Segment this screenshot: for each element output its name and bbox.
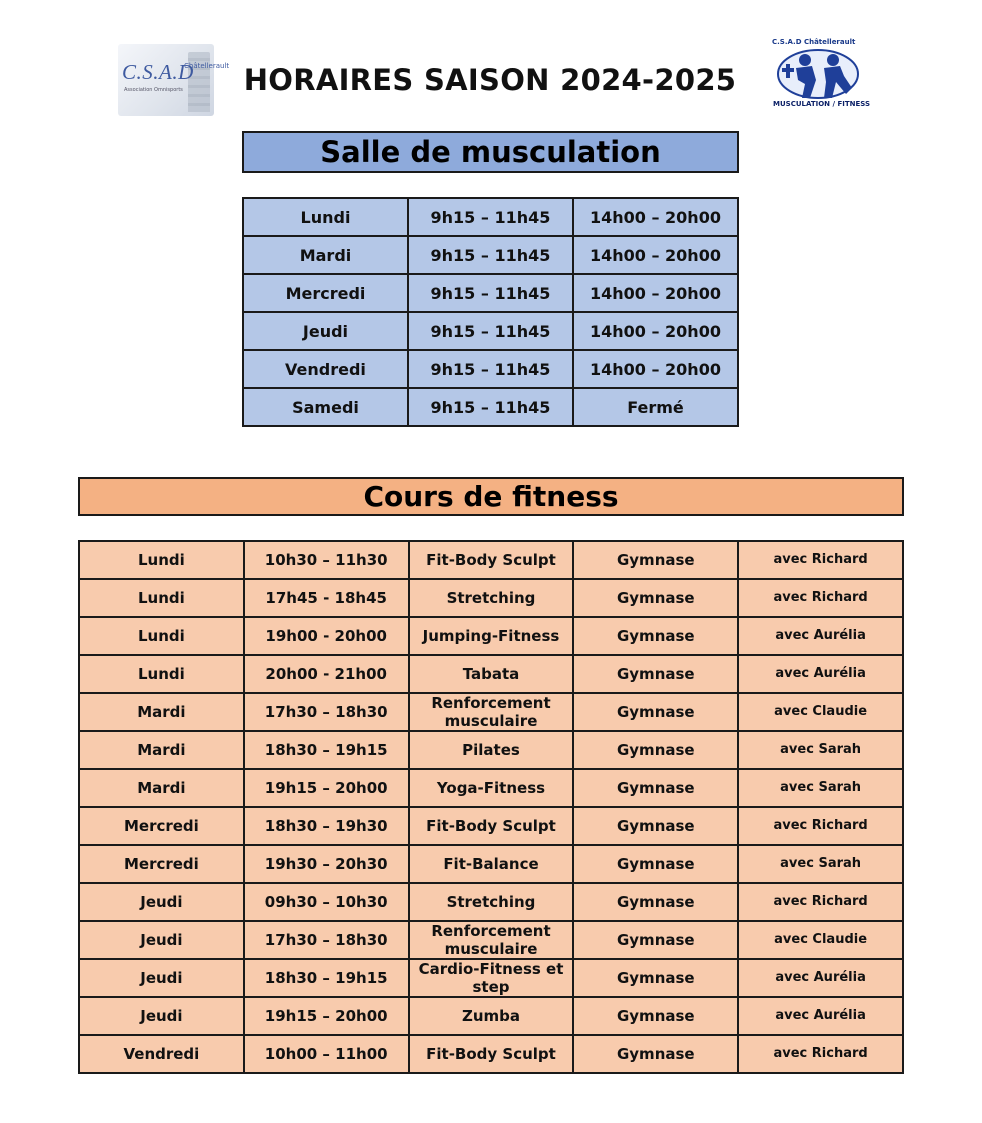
- table-row: [79, 655, 903, 693]
- place-cell: Gymnase: [573, 693, 738, 731]
- table-row: [79, 617, 903, 655]
- time-cell: 19h15 – 20h00: [244, 769, 409, 807]
- morning-hours-cell: 9h15 – 11h45: [408, 198, 573, 236]
- day-cell: Jeudi: [79, 883, 244, 921]
- place-cell: Gymnase: [573, 541, 738, 579]
- day-cell: Samedi: [243, 388, 408, 426]
- trainer-cell: avec Sarah: [738, 845, 903, 883]
- time-cell: 17h30 – 18h30: [244, 693, 409, 731]
- morning-hours-cell: 9h15 – 11h45: [408, 388, 573, 426]
- trainer-cell: avec Aurélia: [738, 617, 903, 655]
- place-cell: Gymnase: [573, 769, 738, 807]
- trainer-cell: avec Aurélia: [738, 959, 903, 997]
- time-cell: 19h30 – 20h30: [244, 845, 409, 883]
- day-cell: Jeudi: [79, 997, 244, 1035]
- table-row: [243, 312, 738, 350]
- table-row: [79, 541, 903, 579]
- trainer-cell: avec Richard: [738, 541, 903, 579]
- morning-hours-cell: 9h15 – 11h45: [408, 312, 573, 350]
- place-cell: Gymnase: [573, 617, 738, 655]
- place-cell: Gymnase: [573, 579, 738, 617]
- afternoon-hours-cell: 14h00 – 20h00: [573, 274, 738, 312]
- time-cell: 18h30 – 19h15: [244, 959, 409, 997]
- table-row: [79, 693, 903, 731]
- csad-logo-right: [770, 38, 871, 116]
- day-cell: Lundi: [243, 198, 408, 236]
- time-cell: 17h30 – 18h30: [244, 921, 409, 959]
- musculation-header: Salle de musculation: [242, 131, 739, 173]
- logo-left-city: Châtellerault: [184, 62, 230, 70]
- course-cell: Renforcement musculaire: [409, 693, 574, 731]
- morning-hours-cell: 9h15 – 11h45: [408, 274, 573, 312]
- table-row: [79, 997, 903, 1035]
- day-cell: Mardi: [79, 731, 244, 769]
- table-row: [79, 959, 903, 997]
- musculation-table: [242, 197, 739, 427]
- logo-left-sub: Association Omnisports: [124, 87, 183, 93]
- course-cell: Zumba: [409, 997, 574, 1035]
- logo-right-bottom: MUSCULATION / FITNESS: [773, 100, 871, 108]
- day-cell: Lundi: [79, 579, 244, 617]
- place-cell: Gymnase: [573, 883, 738, 921]
- afternoon-hours-cell: 14h00 – 20h00: [573, 236, 738, 274]
- time-cell: 10h30 – 11h30: [244, 541, 409, 579]
- csad-logo-left: [118, 44, 230, 116]
- time-cell: 09h30 – 10h30: [244, 883, 409, 921]
- table-row: [79, 845, 903, 883]
- place-cell: Gymnase: [573, 655, 738, 693]
- afternoon-hours-cell: 14h00 – 20h00: [573, 198, 738, 236]
- day-cell: Mardi: [79, 693, 244, 731]
- day-cell: Lundi: [79, 655, 244, 693]
- table-row: [243, 388, 738, 426]
- course-cell: Pilates: [409, 731, 574, 769]
- course-cell: Renforcement musculaire: [409, 921, 574, 959]
- trainer-cell: avec Sarah: [738, 731, 903, 769]
- place-cell: Gymnase: [573, 997, 738, 1035]
- fitness-table: [78, 540, 904, 1074]
- afternoon-hours-cell: 14h00 – 20h00: [573, 312, 738, 350]
- course-cell: Fit-Balance: [409, 845, 574, 883]
- logo-left-main: C.S.A.D: [122, 60, 194, 84]
- trainer-cell: avec Richard: [738, 1035, 903, 1073]
- table-row: [243, 274, 738, 312]
- day-cell: Mercredi: [243, 274, 408, 312]
- place-cell: Gymnase: [573, 921, 738, 959]
- table-row: [79, 731, 903, 769]
- time-cell: 19h00 - 20h00: [244, 617, 409, 655]
- day-cell: Lundi: [79, 617, 244, 655]
- time-cell: 18h30 – 19h30: [244, 807, 409, 845]
- day-cell: Vendredi: [243, 350, 408, 388]
- table-row: [79, 883, 903, 921]
- time-cell: 10h00 – 11h00: [244, 1035, 409, 1073]
- time-cell: 19h15 – 20h00: [244, 997, 409, 1035]
- table-row: [79, 807, 903, 845]
- fitness-emblem-icon: [772, 46, 864, 100]
- course-cell: Stretching: [409, 579, 574, 617]
- table-row: [79, 921, 903, 959]
- fitness-header: Cours de fitness: [78, 477, 904, 516]
- trainer-cell: avec Claudie: [738, 693, 903, 731]
- trainer-cell: avec Aurélia: [738, 997, 903, 1035]
- place-cell: Gymnase: [573, 845, 738, 883]
- trainer-cell: avec Richard: [738, 807, 903, 845]
- course-cell: Fit-Body Sculpt: [409, 541, 574, 579]
- table-row: [79, 769, 903, 807]
- place-cell: Gymnase: [573, 731, 738, 769]
- course-cell: Tabata: [409, 655, 574, 693]
- course-cell: Jumping-Fitness: [409, 617, 574, 655]
- course-cell: Stretching: [409, 883, 574, 921]
- course-cell: Cardio-Fitness et step: [409, 959, 574, 997]
- place-cell: Gymnase: [573, 807, 738, 845]
- trainer-cell: avec Richard: [738, 579, 903, 617]
- time-cell: 17h45 - 18h45: [244, 579, 409, 617]
- day-cell: Mercredi: [79, 845, 244, 883]
- trainer-cell: avec Richard: [738, 883, 903, 921]
- table-row: [79, 579, 903, 617]
- trainer-cell: avec Sarah: [738, 769, 903, 807]
- trainer-cell: avec Claudie: [738, 921, 903, 959]
- morning-hours-cell: 9h15 – 11h45: [408, 236, 573, 274]
- day-cell: Vendredi: [79, 1035, 244, 1073]
- morning-hours-cell: 9h15 – 11h45: [408, 350, 573, 388]
- table-row: [79, 1035, 903, 1073]
- table-row: [243, 350, 738, 388]
- trainer-cell: avec Aurélia: [738, 655, 903, 693]
- place-cell: Gymnase: [573, 1035, 738, 1073]
- time-cell: 18h30 – 19h15: [244, 731, 409, 769]
- course-cell: Yoga-Fitness: [409, 769, 574, 807]
- day-cell: Jeudi: [79, 921, 244, 959]
- afternoon-hours-cell: 14h00 – 20h00: [573, 350, 738, 388]
- day-cell: Mardi: [243, 236, 408, 274]
- table-row: [243, 198, 738, 236]
- day-cell: Mercredi: [79, 807, 244, 845]
- place-cell: Gymnase: [573, 959, 738, 997]
- afternoon-hours-cell: Fermé: [573, 388, 738, 426]
- day-cell: Mardi: [79, 769, 244, 807]
- course-cell: Fit-Body Sculpt: [409, 1035, 574, 1073]
- logo-right-top: C.S.A.D Châtellerault: [772, 38, 856, 46]
- page-title: HORAIRES SAISON 2024-2025: [243, 63, 737, 97]
- day-cell: Jeudi: [243, 312, 408, 350]
- day-cell: Jeudi: [79, 959, 244, 997]
- course-cell: Fit-Body Sculpt: [409, 807, 574, 845]
- day-cell: Lundi: [79, 541, 244, 579]
- time-cell: 20h00 - 21h00: [244, 655, 409, 693]
- table-row: [243, 236, 738, 274]
